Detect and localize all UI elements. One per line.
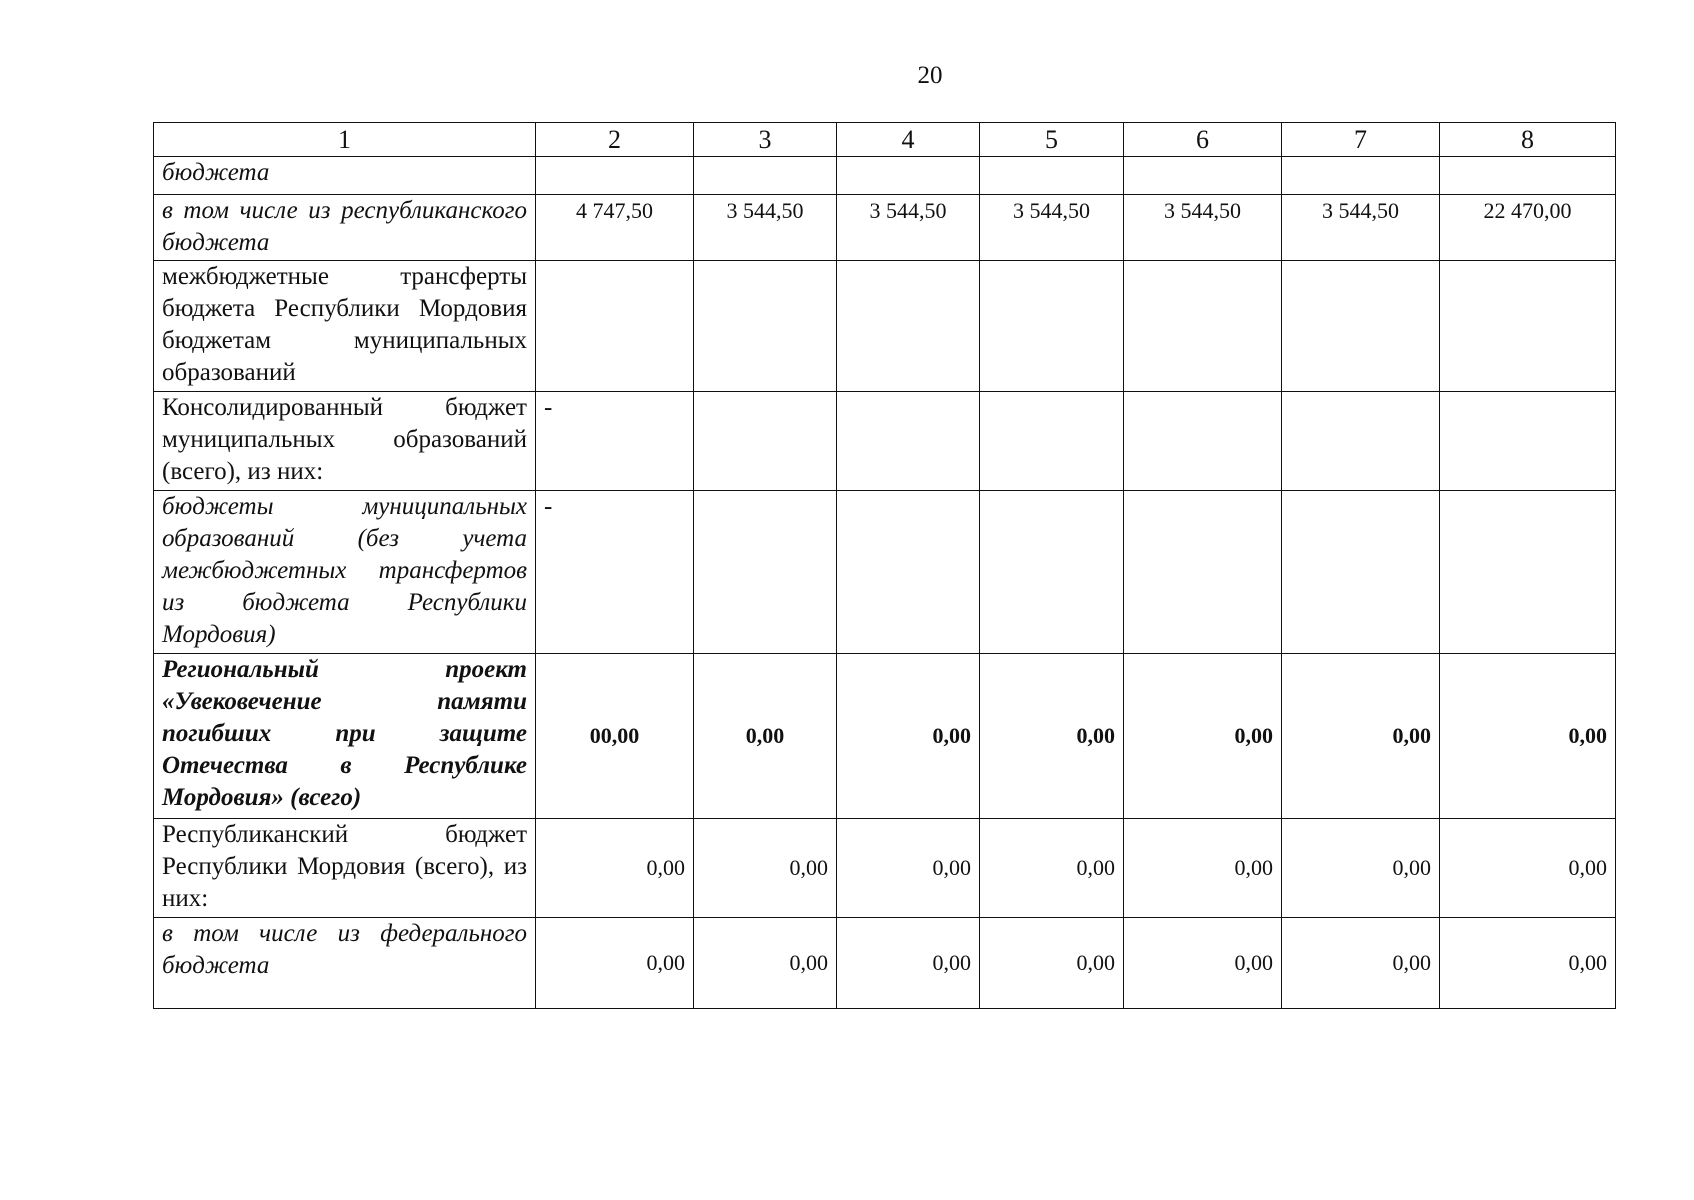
value-cell [1282,261,1440,392]
value-cell: - [536,491,694,654]
value-cell: 00,00 [536,654,694,819]
value-cell [1282,491,1440,654]
value-cell [1440,157,1616,195]
value-cell: 3 544,50 [837,195,980,261]
value-cell: 4 747,50 [536,195,694,261]
value-cell: - [536,392,694,491]
value-cell [1440,392,1616,491]
value-cell [980,261,1124,392]
value-cell [694,491,837,654]
value-cell: 0,00 [837,918,980,1009]
table-row [154,392,1616,491]
value-cell [837,491,980,654]
value-cell [1124,261,1282,392]
value-cell [837,157,980,195]
value-cell [837,392,980,491]
value-cell [536,261,694,392]
value-cell: 3 544,50 [980,195,1124,261]
value-cell: 0,00 [694,654,837,819]
table-row [154,654,1616,819]
row-label: Консолидированный бюджет муниципальных образований (всего), из них: [154,392,536,491]
value-cell [536,157,694,195]
budget-table [153,122,1616,1009]
column-header: 6 [1124,123,1282,157]
column-header: 1 [154,123,536,157]
value-cell: 0,00 [1282,819,1440,918]
table-row [154,195,1616,261]
value-cell: 0,00 [837,819,980,918]
value-cell: 0,00 [837,654,980,819]
value-cell [694,392,837,491]
value-cell: 0,00 [1282,918,1440,1009]
value-cell [1282,157,1440,195]
value-cell [1282,392,1440,491]
row-label: Республиканский бюджет Республики Мордовия (всего), из них: [154,819,536,918]
row-label: Региональный проект «Увековечение памяти погибших при защите Отечества в Республике Мордовия» (всего) [154,654,536,819]
row-label: в том числе из республиканского бюджета [154,195,536,261]
value-cell [980,157,1124,195]
value-cell: 0,00 [1440,918,1616,1009]
value-cell [980,392,1124,491]
column-number-row [154,123,1616,157]
table-row [154,157,1616,195]
value-cell: 3 544,50 [1124,195,1282,261]
table-row [154,261,1616,392]
value-cell: 0,00 [1440,819,1616,918]
table-row [154,819,1616,918]
value-cell: 3 544,50 [1282,195,1440,261]
value-cell: 0,00 [536,819,694,918]
column-header: 7 [1282,123,1440,157]
value-cell: 22 470,00 [1440,195,1616,261]
row-label: межбюджетные трансферты бюджета Республики Мордовия бюджетам муниципальных образований [154,261,536,392]
row-label: бюджета [154,157,536,195]
column-header: 3 [694,123,837,157]
value-cell [1124,491,1282,654]
value-cell [1440,491,1616,654]
column-header: 4 [837,123,980,157]
value-cell [837,261,980,392]
column-header: 5 [980,123,1124,157]
row-label: в том числе из федерального бюджета [154,918,536,1009]
value-cell: 0,00 [694,819,837,918]
value-cell [1440,261,1616,392]
value-cell: 0,00 [1124,918,1282,1009]
page-number: 20 [917,62,943,89]
row-label: бюджеты муниципальных образований (без учета межбюджетных трансфертов из бюджета Республики Мордовия) [154,491,536,654]
value-cell [1124,157,1282,195]
column-header: 8 [1440,123,1616,157]
table-row [154,491,1616,654]
table-row [154,918,1616,1009]
value-cell: 0,00 [1440,654,1616,819]
value-cell [694,157,837,195]
value-cell: 3 544,50 [694,195,837,261]
value-cell: 0,00 [980,918,1124,1009]
value-cell: 0,00 [980,654,1124,819]
value-cell: 0,00 [1282,654,1440,819]
value-cell [1124,392,1282,491]
value-cell: 0,00 [1124,819,1282,918]
value-cell: 0,00 [694,918,837,1009]
value-cell: 0,00 [1124,654,1282,819]
value-cell [980,491,1124,654]
value-cell [694,261,837,392]
column-header: 2 [536,123,694,157]
value-cell: 0,00 [980,819,1124,918]
value-cell: 0,00 [536,918,694,1009]
